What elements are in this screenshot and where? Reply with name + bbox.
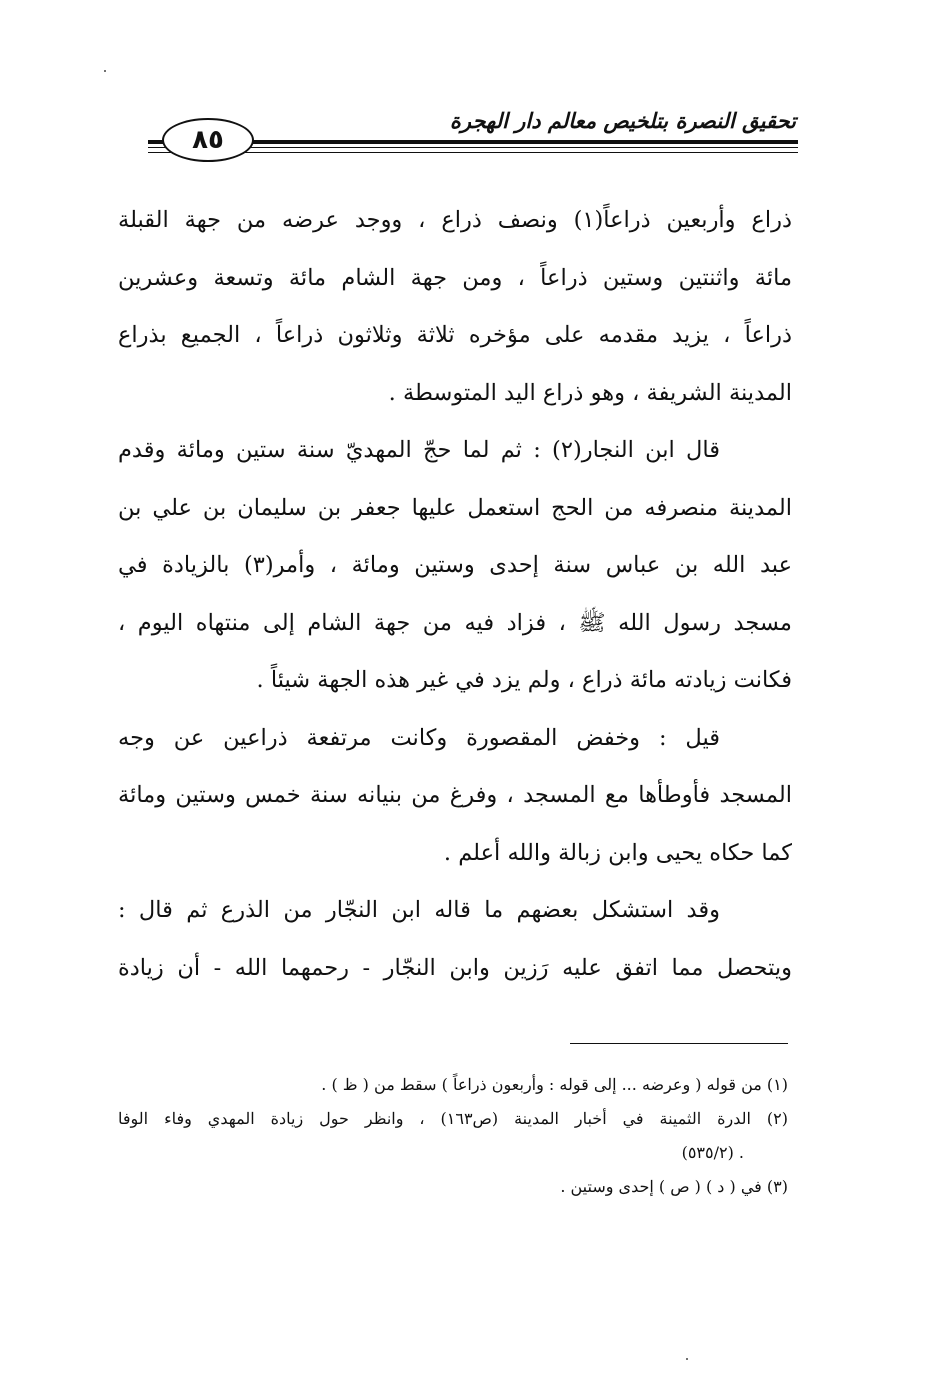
scan-speck <box>686 1358 688 1360</box>
footnote-separator <box>570 1043 788 1044</box>
body-line: فكانت زيادته مائة ذراع ، ولم يزد في غير هذه الجهة شيئاً . <box>256 667 792 693</box>
body-line: المدينة الشريفة ، وهو ذراع اليد المتوسطة . <box>388 379 792 406</box>
header-rule-thick <box>250 140 798 144</box>
footnotes <box>118 1068 788 1204</box>
body-line: وقد استشكل بعضهم ما قاله ابن النجّار من الذرع ثم قال : <box>118 897 720 923</box>
body-line: المدينة منصرفه من الحج استعمل عليها جعفر بن سليمان بن علي بن <box>118 494 792 521</box>
footnote-item: (٣) في ( د ) ( ص ) إحدى وستين . <box>560 1177 788 1196</box>
body-line: مسجد رسول الله ﷺ ، فزاد فيه من جهة الشام إلى منتهاه اليوم ، <box>118 609 792 636</box>
body-line: ذراعاً ، يزيد مقدمه على مؤخره ثلاثة وثلاثون ذراعاً ، الجميع بذراع <box>118 322 792 348</box>
body-line: قيل : وخفض المقصورة وكانت مرتفعة ذراعين عن وجه <box>118 724 720 751</box>
body-text <box>118 192 792 997</box>
page-number-badge <box>162 118 254 162</box>
footnote-item: (٢) الدرة الثمينة في أخبار المدينة (ص١٦٣) ، وانظر حول زيادة المهدي وفاء الوفا <box>118 1109 788 1128</box>
footnote-item: (١) من قوله ( وعرضه ... إلى قوله : وأربعون ذراعاً ) سقط من ( ظ ) . <box>321 1075 788 1094</box>
body-line: ذراع وأربعين ذراعاً(١) ونصف ذراع ، ووجد عرضه من جهة القبلة <box>118 207 792 233</box>
body-line: كما حكاه يحيى وابن زبالة والله أعلم . <box>443 839 792 866</box>
body-line: المسجد فأوطأها مع المسجد ، وفرغ من بنيانه سنة خمس وستين ومائة <box>118 782 792 808</box>
page-number: ٨٥ <box>192 125 224 155</box>
body-line: قال ابن النجار(٢) : ثم لما حجّ المهديّ سنة ستين ومائة وقدم <box>118 437 721 463</box>
running-title: تحقيق النصرة بتلخيص معالم دار الهجرة <box>449 108 796 133</box>
body-line: عبد الله بن عباس سنة إحدى وستين ومائة ، وأمر(٣) بالزيادة في <box>118 552 792 578</box>
scan-speck <box>104 70 106 72</box>
body-line: مائة واثنتين وستين ذراعاً ، ومن جهة الشام مائة وتسعة وعشرين <box>118 264 792 291</box>
footnote-continuation: . (٥٣٥/٢) <box>681 1143 744 1162</box>
body-line: ويتحصل مما اتفق عليه رَزين وابن النجّار - رحمهما الله - أن زيادة <box>118 954 792 981</box>
